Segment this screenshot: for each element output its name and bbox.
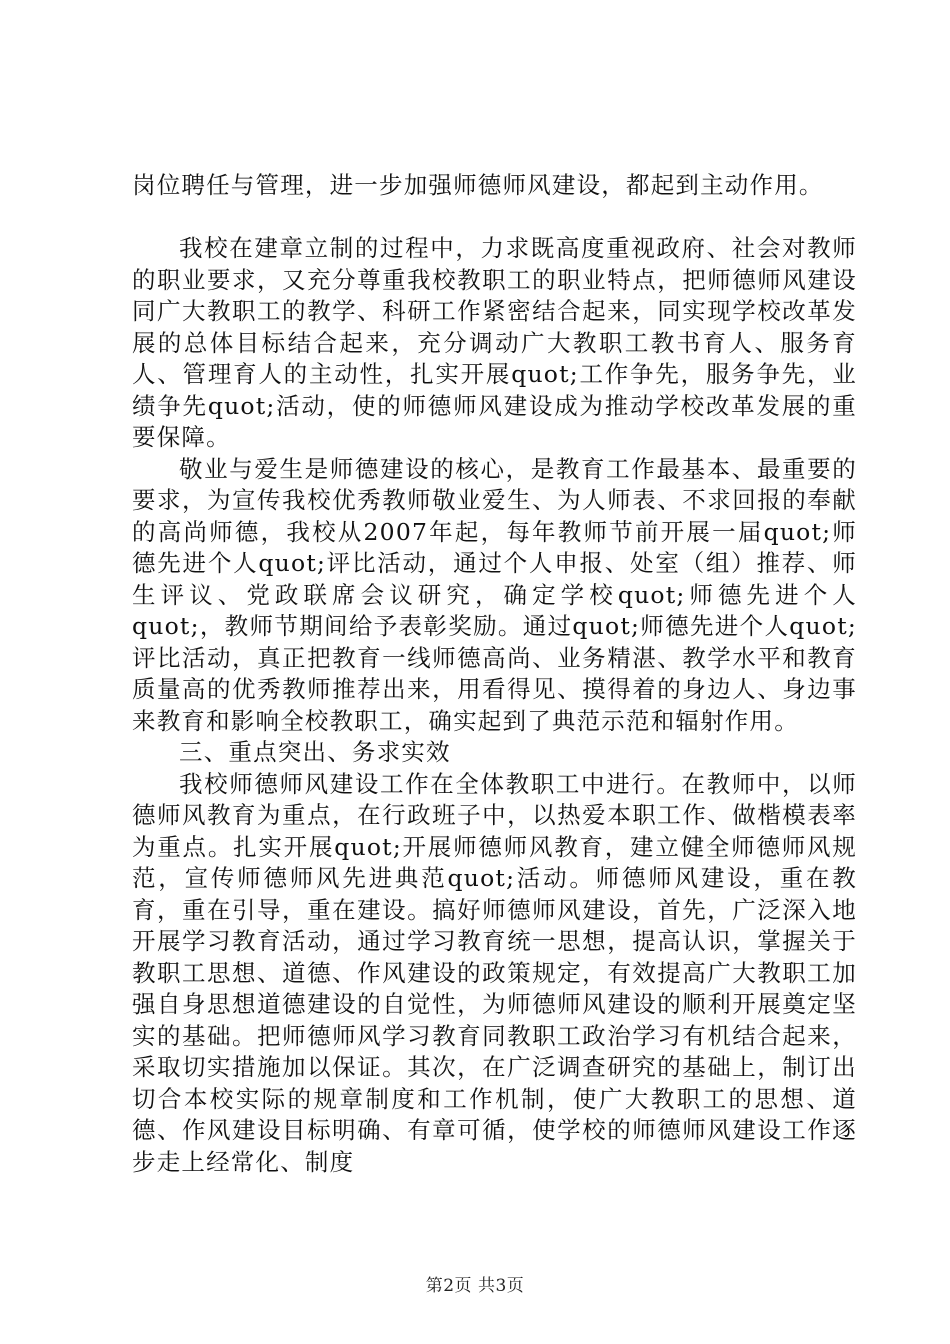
page-number: 第2页 共3页 bbox=[425, 1276, 525, 1296]
body-text bbox=[132, 233, 857, 1178]
continuation-line: 岗位聘任与管理，进一步加强师德师风建设，都起到主动作用。 bbox=[132, 171, 824, 199]
paragraph-implementation: 我校师德师风建设工作在全体教职工中进行。在教师中，以师德师风教育为重点，在行政班子中，以热爱本职工作、做楷模表率为重点。扎实开展quot;开展师德师风教育，建立健全师德师风规范，宣传师德师风先进典范quot;活动。师德师风建设，重在教育，重在引导，重在建设。搞好师德师风建设，首先，广泛深入地开展学习教育活动，通过学习教育统一思想，提高认识，掌握关于教职工思想、道德、作风建设的政策规定，有效提高广大教职工加强自身思想道德建设的自觉性，为师德师风建设的顺利开展奠定坚实的基础。把师德师风学习教育同教职工政治学习有机结合起来，采取切实措施加以保证。其次，在广泛调查研究的基础上，制订出切合本校实际的规章制度和工作机制，使广大教职工的思想、道德、作风建设目标明确、有章可循，使学校的师德师风建设工作逐步走上经常化、制度 bbox=[132, 769, 857, 1176]
section-heading: 三、重点突出、务求实效 bbox=[179, 738, 451, 766]
paragraph-dedication: 敬业与爱生是师德建设的核心，是教育工作最基本、最重要的要求，为宣传我校优秀教师敬业爱生、为人师表、不求回报的奉献的高尚师德，我校从2007年起，每年教师节前开展一届quot;师德先进个人quot;评比活动，通过个人申报、处室（组）推荐、师生评议、党政联席会议研究，确定学校quot;师德先进个人quot;，教师节期间给予表彰奖励。通过quot;师德先进个人quot;评比活动，真正把教育一线师德高尚、业务精湛、教学水平和教育质量高的优秀教师推荐出来，用看得见、摸得着的身边人、身边事来教育和影响全校教职工，确实起到了典范示范和辐射作用。 bbox=[132, 454, 857, 735]
paragraph-regulations: 我校在建章立制的过程中，力求既高度重视政府、社会对教师的职业要求，又充分尊重我校教职工的职业特点，把师德师风建设同广大教职工的教学、科研工作紧密结合起来，同实现学校改革发展的总体目标结合起来，充分调动广大教职工教书育人、服务育人、管理育人的主动性，扎实开展quot;工作争先，服务争先，业绩争先quot;活动，使的师德师风建设成为推动学校改革发展的重要保障。 bbox=[132, 234, 857, 451]
